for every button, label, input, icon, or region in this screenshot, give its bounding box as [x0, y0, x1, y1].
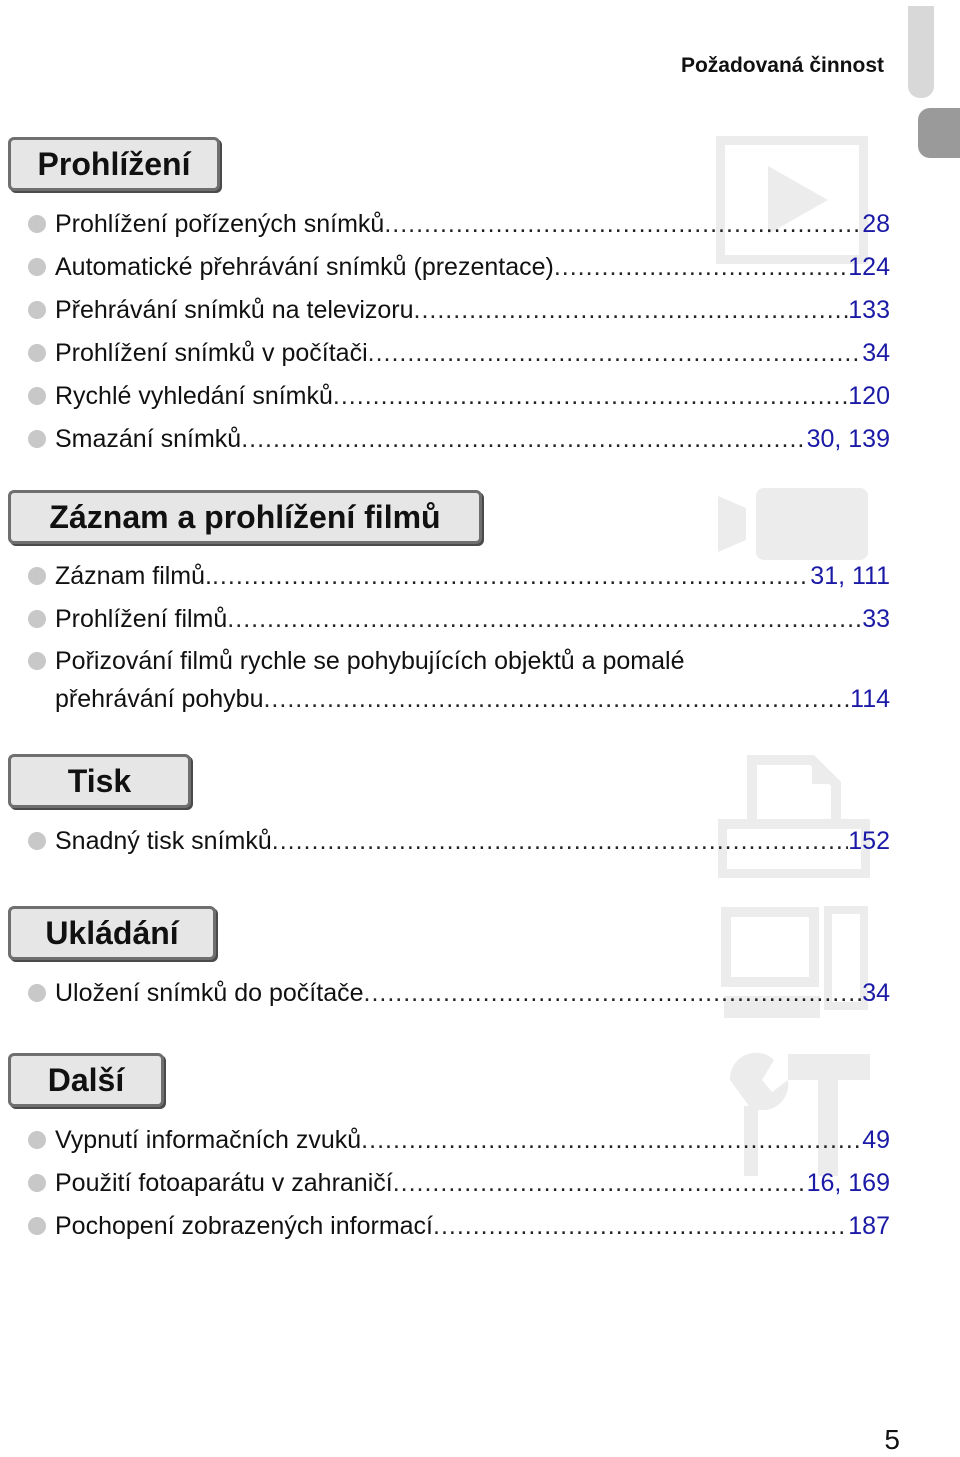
- list-item[interactable]: Přehrávání snímků na televizoru ..... 133: [28, 290, 890, 330]
- bullet-icon: [28, 567, 46, 585]
- page-reference[interactable]: 28: [862, 210, 890, 238]
- section-heading-zaznam-filmu: Záznam a prohlížení filmů: [8, 490, 482, 544]
- page-reference[interactable]: 114: [850, 685, 890, 713]
- page-reference[interactable]: 120: [848, 382, 890, 410]
- list-item[interactable]: Uložení snímků do počítače ..... 34: [28, 973, 890, 1013]
- list-item[interactable]: Záznam filmů. ..... 31, 111: [28, 556, 890, 596]
- page-header-title: Požadovaná činnost: [680, 54, 884, 77]
- bullet-icon: [28, 215, 46, 233]
- page-reference[interactable]: 187: [848, 1212, 890, 1240]
- bullet-icon: [28, 258, 46, 276]
- list-item[interactable]: Pochopení zobrazených informací ..... 187: [28, 1206, 890, 1246]
- page-reference[interactable]: 49: [862, 1126, 890, 1154]
- list-item[interactable]: Rychlé vyhledání snímků ..... 120: [28, 376, 890, 416]
- page-reference[interactable]: 33: [862, 605, 890, 633]
- bullet-icon: [28, 832, 46, 850]
- page-reference[interactable]: 124: [848, 253, 890, 281]
- chapter-tab-top: [908, 6, 934, 98]
- list-item[interactable]: Prohlížení snímků v počítači ..... 34: [28, 333, 890, 373]
- playback-icon: [716, 136, 868, 264]
- page-reference[interactable]: 16, 169: [806, 1169, 890, 1197]
- bullet-icon: [28, 430, 46, 448]
- section-heading-dalsi: Další: [8, 1053, 164, 1107]
- list-item[interactable]: Automatické přehrávání snímků (prezentace) ..... 124: [28, 247, 890, 287]
- list-item[interactable]: Vypnutí informačních zvuků ..... 49: [28, 1120, 890, 1160]
- bullet-icon: [28, 1174, 46, 1192]
- list-item[interactable]: Prohlížení pořízených snímků ..... 28: [28, 204, 890, 244]
- page-reference[interactable]: 31, 111: [810, 562, 890, 590]
- section-heading-tisk: Tisk: [8, 754, 191, 808]
- bullet-icon: [28, 1131, 46, 1149]
- chapter-tab-active: [918, 108, 960, 158]
- list-item[interactable]: Použití fotoaparátu v zahraničí ..... 16, 169: [28, 1163, 890, 1203]
- section-heading-prohlizeni: Prohlížení: [8, 137, 220, 191]
- bullet-icon: [28, 652, 46, 670]
- bullet-icon: [28, 301, 46, 319]
- list-item[interactable]: Prohlížení filmů ..... 33: [28, 599, 890, 639]
- bullet-icon: [28, 344, 46, 362]
- page-reference[interactable]: 133: [848, 296, 890, 324]
- page-reference[interactable]: 30, 139: [806, 425, 890, 453]
- list-item[interactable]: Smazání snímků ..... 30, 139: [28, 419, 890, 459]
- page-reference[interactable]: 34: [862, 979, 890, 1007]
- page-reference[interactable]: 152: [848, 827, 890, 855]
- movie-camera-icon: [716, 486, 870, 562]
- bullet-icon: [28, 610, 46, 628]
- list-item[interactable]: Snadný tisk snímků ..... 152: [28, 821, 890, 861]
- section-heading-ukladani: Ukládání: [8, 906, 216, 960]
- page-reference[interactable]: 34: [862, 339, 890, 367]
- list-item[interactable]: Pořizování filmů rychle se pohybujících objektů a pomalé přehrávání pohybu ..... 114: [28, 642, 890, 718]
- bullet-icon: [28, 387, 46, 405]
- bullet-icon: [28, 984, 46, 1002]
- page-number: 5: [884, 1424, 900, 1455]
- bullet-icon: [28, 1217, 46, 1235]
